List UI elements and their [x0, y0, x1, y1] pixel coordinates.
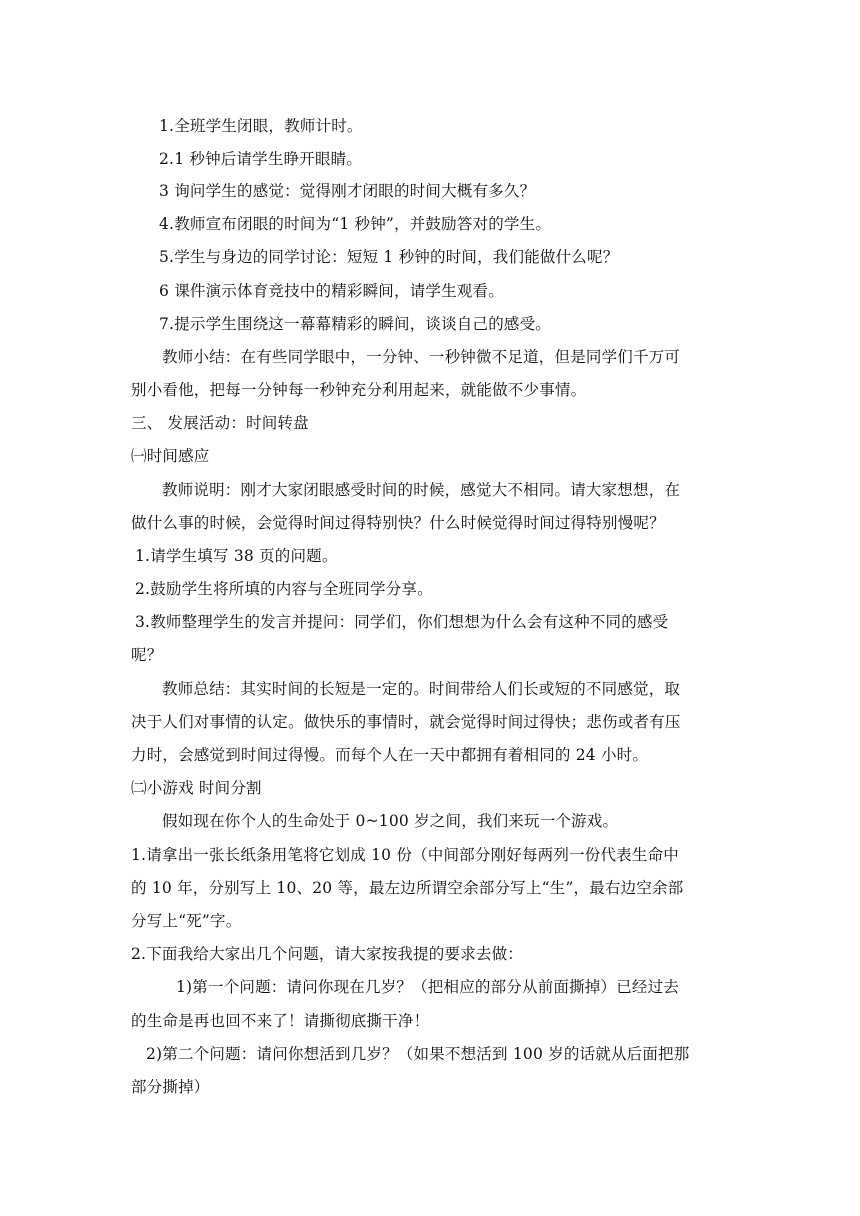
text-line: 5.学生与身边的同学讨论：短短 1 秒钟的时间，我们能做什么呢？ [159, 248, 619, 266]
text-line: 的 10 年，分别写上 10、20 等，最左边所谓空余部分写上“生”，最右边空余部 [131, 879, 684, 897]
text-line: 2)第二个问题：请问你想活到几岁？（如果不想活到 100 岁的话就从后面把那 [146, 1045, 690, 1063]
text-line: 1.请学生填写 38 页的问题。 [135, 547, 338, 565]
subsection-heading: ㈡小游戏 时间分割 [131, 779, 262, 797]
text-line: 教师小结：在有些同学眼中，一分钟、一秒钟微不足道，但是同学们千万可 [162, 348, 681, 366]
text-line: 2.鼓励学生将所填的内容与全班同学分享。 [135, 580, 433, 598]
text-line: 教师总结：其实时间的长短是一定的。时间带给人们长或短的不同感觉，取 [162, 680, 681, 698]
text-line: 6 课件演示体育竞技中的精彩瞬间，请学生观看。 [159, 282, 504, 300]
subsection-heading: ㈠时间感应 [131, 447, 210, 465]
text-line: 别小看他，把每一分钟每一秒钟充分利用起来，就能做不少事情。 [131, 381, 587, 399]
text-line: 4.教师宣布闭眼的时间为“1 秒钟”，并鼓励答对的学生。 [159, 215, 552, 233]
text-line: 1)第一个问题：请问你现在几岁？（把相应的部分从前面撕掉）已经过去 [176, 978, 680, 996]
text-line: 1.请拿出一张长纸条用笔将它划成 10 份（中间部分刚好每两列一份代表生命中 [131, 846, 679, 864]
text-line: 呢？ [131, 646, 163, 664]
section-heading: 三、 发展活动：时间转盘 [131, 414, 309, 432]
text-line: 部分撕掉） [131, 1078, 210, 1096]
text-line: 3 询问学生的感觉：觉得刚才闭眼的时间大概有多久？ [159, 182, 536, 200]
text-line: 3.教师整理学生的发言并提问：同学们，你们想想为什么会有这种不同的感受 [135, 613, 669, 631]
text-line: 力时，会感觉到时间过得慢。而每个人在一天中都拥有着相同的 24 小时。 [131, 746, 649, 764]
text-line: 做什么事的时候，会觉得时间过得特别快？什么时候觉得时间过得特别慢呢？ [131, 514, 665, 532]
text-line: 7.提示学生围绕这一幕幕精彩的瞬间，谈谈自己的感受。 [159, 315, 551, 333]
text-line: 决于人们对事情的认定。做快乐的事情时，就会觉得时间过得快；悲伤或者有压 [131, 713, 681, 731]
text-line: 分写上“死”字。 [131, 912, 242, 930]
text-line: 1.全班学生闭眼，教师计时。 [159, 117, 363, 135]
text-line: 假如现在你个人的生命处于 0~100 岁之间，我们来玩一个游戏。 [162, 812, 619, 830]
text-line: 2.下面我给大家出几个问题，请大家按我提的要求去做： [131, 945, 523, 963]
text-line: 教师说明：刚才大家闭眼感受时间的时候，感觉大不相同。请大家想想，在 [162, 481, 681, 499]
text-line: 的生命是再也回不来了！请撕彻底撕干净！ [131, 1012, 430, 1030]
text-line: 2.1 秒钟后请学生睁开眼睛。 [159, 150, 363, 168]
